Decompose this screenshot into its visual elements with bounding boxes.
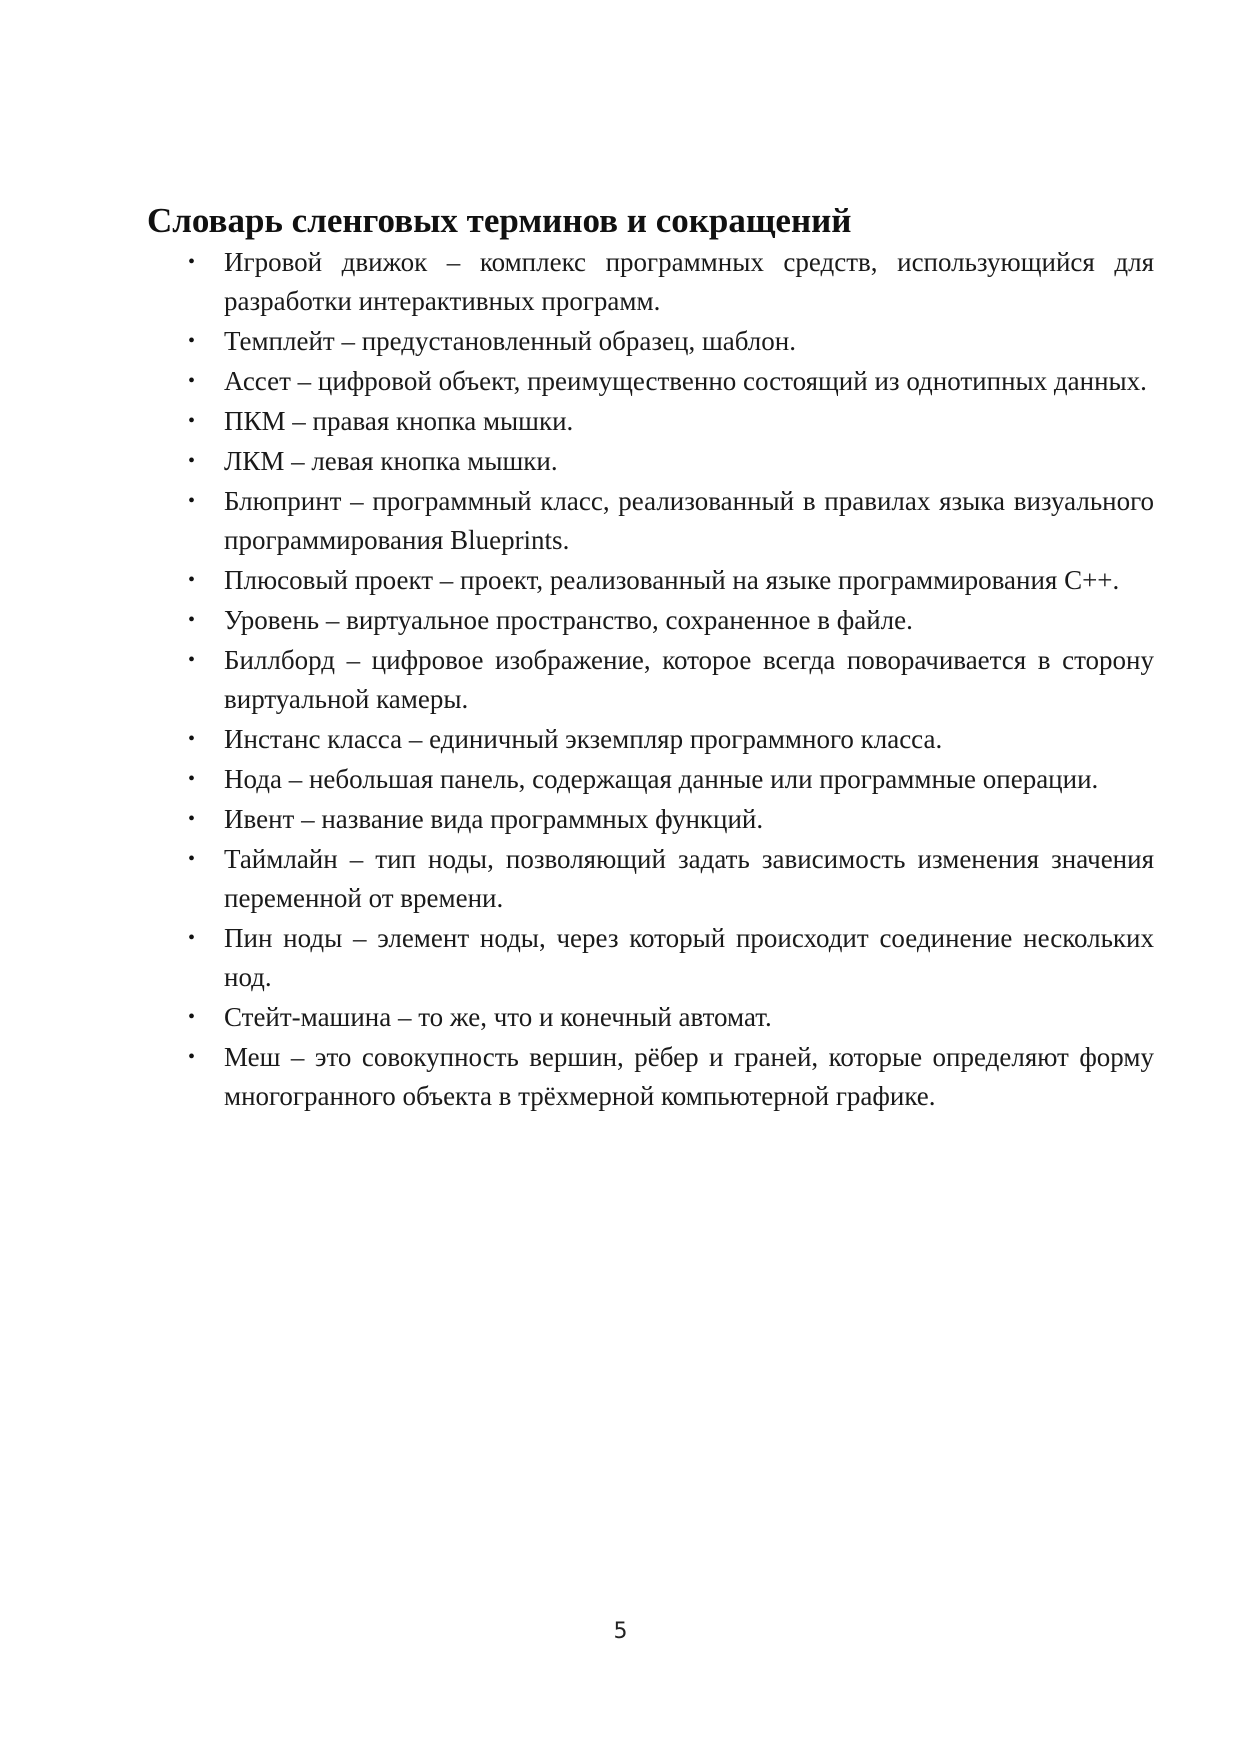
page-title: Словарь сленговых терминов и сокращений (147, 201, 852, 240)
glossary-entry-text: Плюсовый проект – проект, реализованный на языке программирования С++. (224, 565, 1120, 595)
list-item (182, 641, 1154, 719)
list-item (182, 998, 1154, 1037)
list-item (182, 800, 1154, 839)
glossary-entry-text: Инстанс класса – единичный экземпляр программного класса. (224, 724, 943, 754)
bullet-icon: • (188, 450, 196, 472)
glossary-entry-text: Пин ноды – элемент ноды, через который происходит соединение нескольких нод. (224, 923, 1154, 992)
bullet-icon: • (188, 848, 196, 870)
list-item (182, 1038, 1154, 1116)
list-item (182, 243, 1154, 321)
bullet-icon: • (188, 1046, 196, 1068)
glossary-entry-text: Уровень – виртуальное пространство, сохраненное в файле. (224, 605, 913, 635)
bullet-icon: • (188, 649, 196, 671)
glossary-entry-text: Таймлайн – тип ноды, позволяющий задать зависимость изменения значения переменной от времени. (224, 844, 1154, 913)
list-item (182, 760, 1154, 799)
bullet-icon: • (188, 808, 196, 830)
list-item (182, 561, 1154, 600)
list-item (182, 362, 1154, 401)
list-item (182, 442, 1154, 481)
list-item (182, 840, 1154, 918)
glossary-entry-text: Блюпринт – программный класс, реализованный в правилах языка визуального программирования Blueprints. (224, 486, 1154, 555)
list-item (182, 482, 1154, 560)
bullet-icon: • (188, 569, 196, 591)
bullet-icon: • (188, 927, 196, 949)
bullet-icon: • (188, 728, 196, 750)
bullet-icon: • (188, 490, 196, 512)
glossary-entry-text: Игровой движок – комплекс программных средств, использующийся для разработки интерактивных программ. (224, 247, 1154, 316)
list-item (182, 601, 1154, 640)
glossary-entry-text: Темплейт – предустановленный образец, шаблон. (224, 326, 796, 356)
glossary-entry-text: Меш – это совокупность вершин, рёбер и граней, которые определяют форму многогранного объекта в трёхмерной компьютерной графике. (224, 1042, 1154, 1111)
bullet-icon: • (188, 609, 196, 631)
glossary-entry-text: ЛКМ – левая кнопка мышки. (224, 446, 558, 476)
bullet-icon: • (188, 370, 196, 392)
glossary-entry-text: Нода – небольшая панель, содержащая данные или программные операции. (224, 764, 1099, 794)
bullet-icon: • (188, 768, 196, 790)
glossary-list (182, 243, 1154, 1117)
list-item (182, 402, 1154, 441)
glossary-entry-text: Стейт-машина – то же, что и конечный автомат. (224, 1002, 772, 1032)
list-item (182, 919, 1154, 997)
bullet-icon: • (188, 410, 196, 432)
list-item (182, 720, 1154, 759)
bullet-icon: • (188, 251, 196, 273)
glossary-entry-text: ПКМ – правая кнопка мышки. (224, 406, 574, 436)
glossary-entry-text: Ивент – название вида программных функций. (224, 804, 764, 834)
bullet-icon: • (188, 1006, 196, 1028)
list-item (182, 322, 1154, 361)
glossary-entry-text: Биллборд – цифровое изображение, которое всегда поворачивается в сторону виртуальной камеры. (224, 645, 1154, 714)
glossary-entry-text: Ассет – цифровой объект, преимущественно состоящий из однотипных данных. (224, 366, 1147, 396)
page-number: 5 (613, 1619, 628, 1644)
bullet-icon: • (188, 330, 196, 352)
